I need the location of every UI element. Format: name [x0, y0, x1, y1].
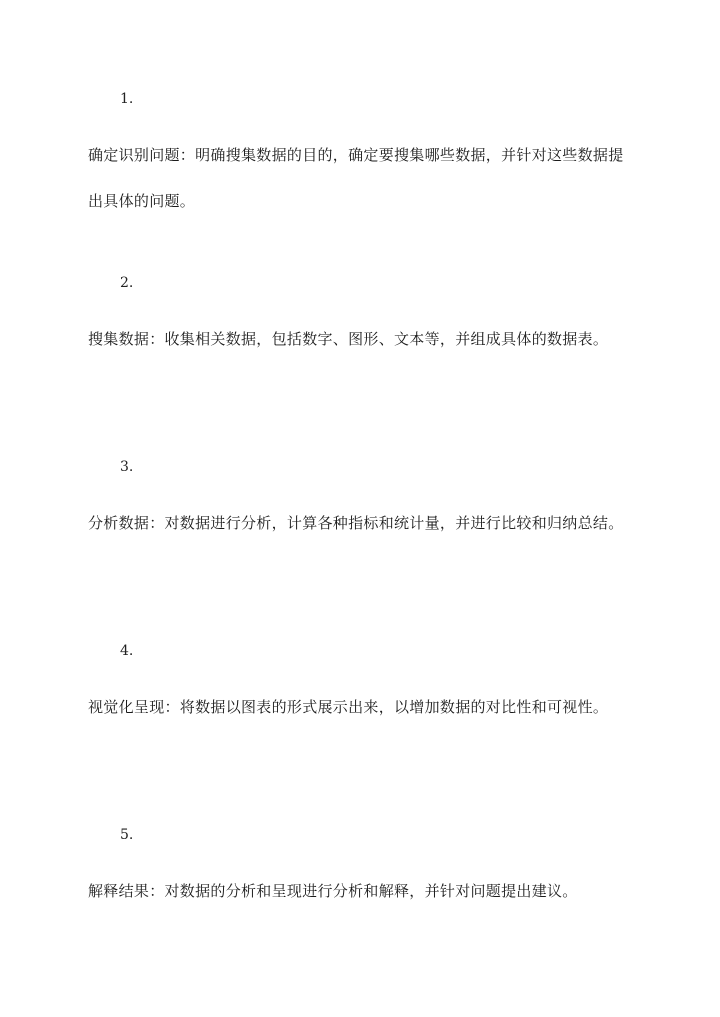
item-number: 1. — [120, 91, 134, 107]
item-number: 2. — [120, 275, 134, 291]
list-item — [88, 457, 636, 546]
item-number: 4. — [120, 643, 134, 659]
item-text: 解释结果：对数据的分析和呈现进行分析和解释，并针对问题提出建议。 — [88, 882, 578, 900]
item-text: 确定识别问题：明确搜集数据的目的，确定要搜集哪些数据，并针对这些数据提出具体的问题。 — [88, 146, 624, 210]
item-text: 视觉化呈现：将数据以图表的形式展示出来，以增加数据的对比性和可视性。 — [88, 698, 609, 716]
list-item — [88, 273, 636, 362]
list-item — [88, 825, 636, 914]
list-item — [88, 89, 636, 224]
item-text: 分析数据：对数据进行分析，计算各种指标和统计量，并进行比较和归纳总结。 — [88, 514, 624, 532]
item-text: 搜集数据：收集相关数据，包括数字、图形、文本等，并组成具体的数据表。 — [88, 330, 609, 348]
item-number: 5. — [120, 827, 134, 843]
item-number: 3. — [120, 459, 134, 475]
list-item — [88, 641, 636, 730]
